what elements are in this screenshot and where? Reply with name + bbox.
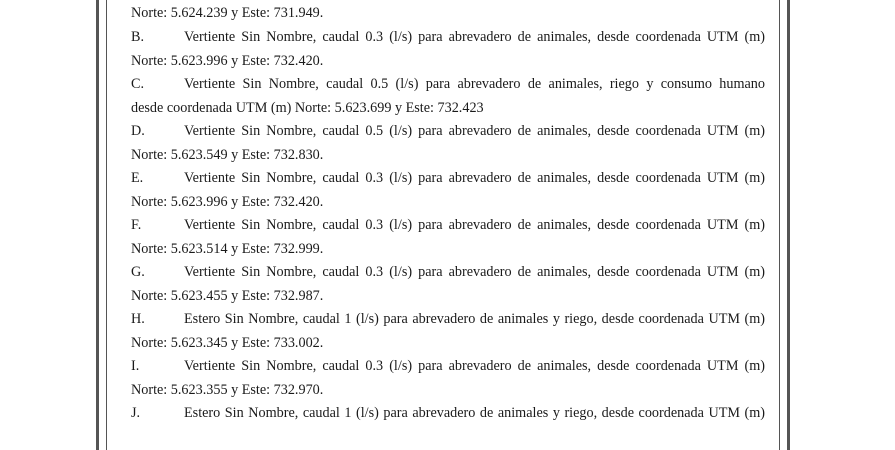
- item-letter: H.: [131, 311, 145, 327]
- list-item: [131, 168, 765, 188]
- list-item: [131, 74, 765, 94]
- list-item: [131, 262, 765, 282]
- item-continuation: Norte: 5.623.996 y Este: 732.420.: [131, 193, 324, 210]
- item-continuation: desde coordenada UTM (m) Norte: 5.623.699 y Este: 732.423: [131, 99, 484, 116]
- item-continuation: Norte: 5.623.455 y Este: 732.987.: [131, 287, 324, 304]
- item-continuation: Norte: 5.623.514 y Este: 732.999.: [131, 240, 324, 257]
- list-item: [131, 215, 765, 235]
- item-text: Vertiente Sin Nombre, caudal 0.3 (l/s) para abrevadero de animales, desde coordenada UTM (m): [184, 264, 765, 280]
- item-letter: B.: [131, 29, 145, 45]
- item-letter: F.: [131, 217, 142, 233]
- item-letter: D.: [131, 123, 145, 139]
- item-text: Vertiente Sin Nombre, caudal 0.3 (l/s) para abrevadero de animales, desde coordenada UTM (m): [184, 217, 765, 233]
- item-text: Estero Sin Nombre, caudal 1 (l/s) para abrevadero de animales y riego, desde coordenada UTM (m): [184, 311, 765, 327]
- item-continuation: Norte: 5.623.549 y Este: 732.830.: [131, 146, 324, 163]
- item-letter: I.: [131, 358, 140, 374]
- first-line: Norte: 5.624.239 y Este: 731.949.: [131, 5, 324, 21]
- list-item: [131, 27, 765, 47]
- item-text: Vertiente Sin Nombre, caudal 0.5 (l/s) para abrevadero de animales, desde coordenada UTM (m): [184, 123, 765, 139]
- item-continuation: Norte: 5.623.996 y Este: 732.420.: [131, 52, 324, 69]
- list-item: [131, 403, 765, 423]
- item-text: Vertiente Sin Nombre, caudal 0.3 (l/s) para abrevadero de animales, desde coordenada UTM (m): [184, 29, 765, 45]
- item-letter: J.: [131, 405, 141, 421]
- list-item: [131, 309, 765, 329]
- item-text: Estero Sin Nombre, caudal 1 (l/s) para abrevadero de animales y riego, desde coordenada UTM (m): [184, 405, 765, 421]
- item-letter: E.: [131, 170, 144, 186]
- item-text: Vertiente Sin Nombre, caudal 0.3 (l/s) para abrevadero de animales, desde coordenada UTM (m): [184, 358, 765, 374]
- item-continuation: Norte: 5.623.345 y Este: 733.002.: [131, 334, 324, 351]
- item-letter: C.: [131, 76, 145, 92]
- item-text: Vertiente Sin Nombre, caudal 0.3 (l/s) para abrevadero de animales, desde coordenada UTM (m): [184, 170, 765, 186]
- item-text: Vertiente Sin Nombre, caudal 0.5 (l/s) para abrevadero de animales, riego y consumo humano: [184, 76, 765, 92]
- list-item: [131, 121, 765, 141]
- item-continuation: Norte: 5.623.355 y Este: 732.970.: [131, 381, 324, 398]
- list-item: [131, 356, 765, 376]
- item-letter: G.: [131, 264, 145, 280]
